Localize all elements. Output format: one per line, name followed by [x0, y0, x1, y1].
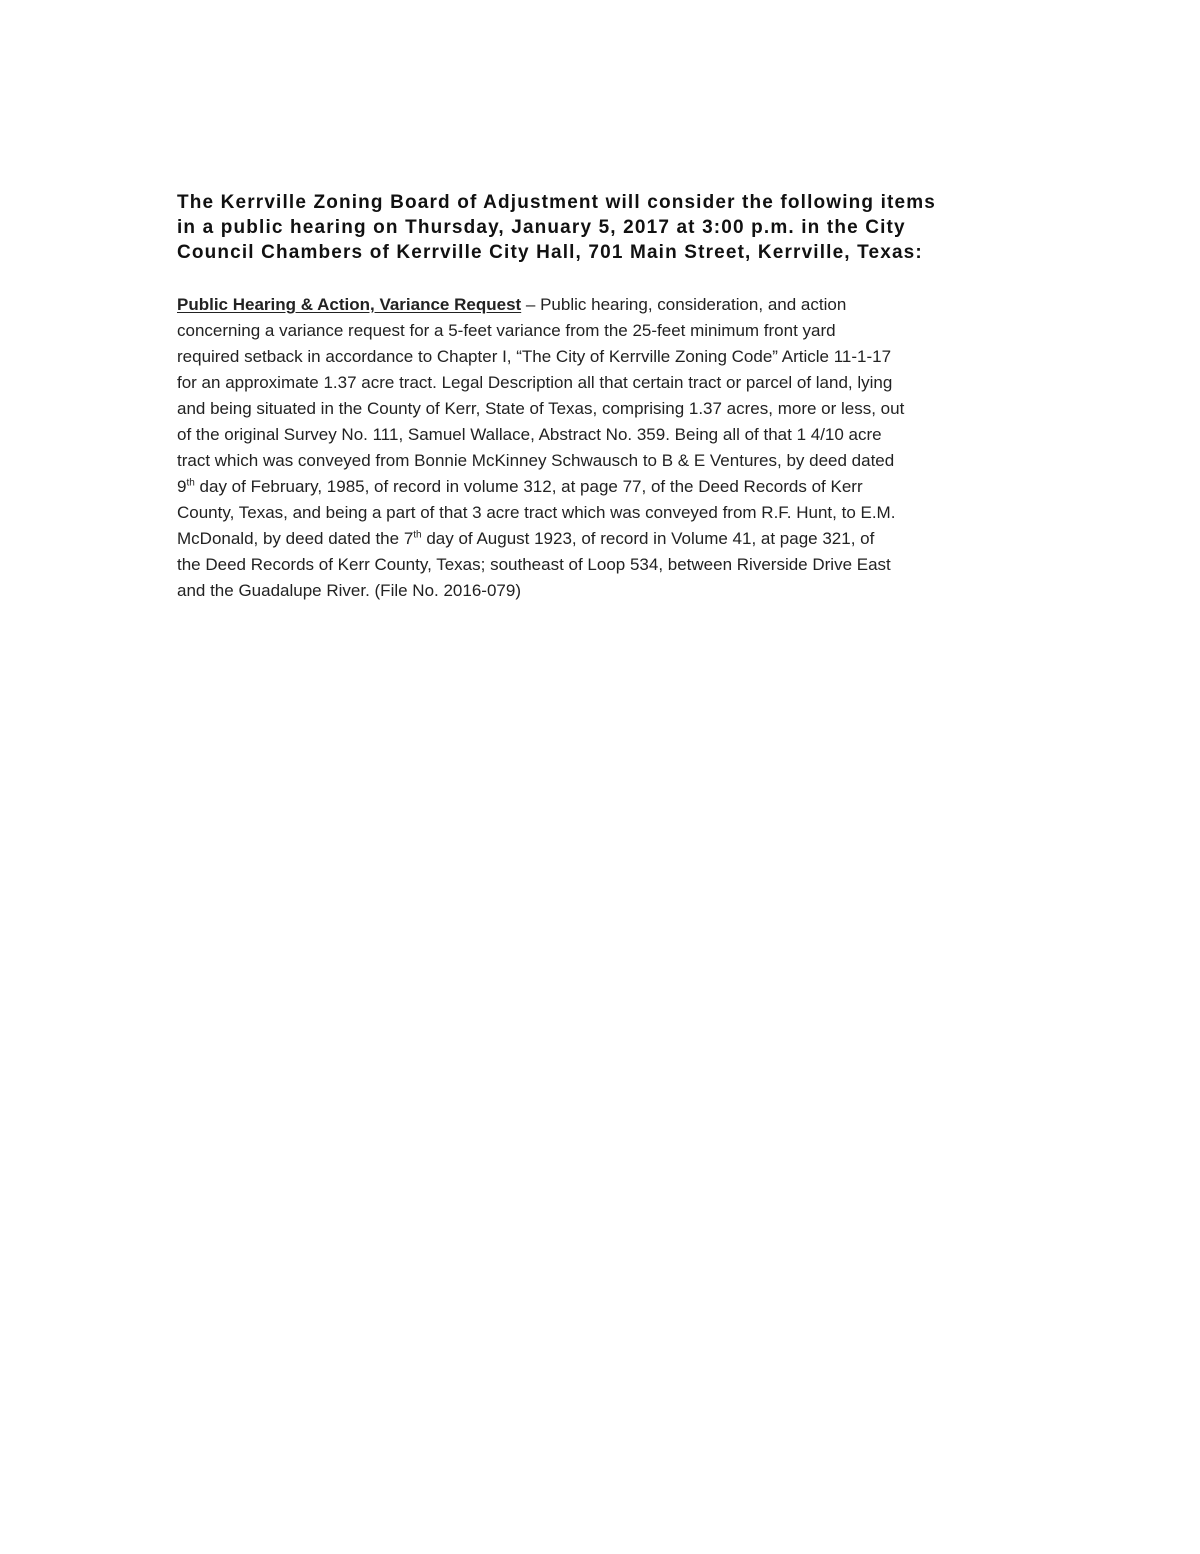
paragraph-line: required setback in accordance to Chapter I, “The City of Kerrville Zoning Code” Article 11-1-17 — [177, 347, 892, 366]
heading-line: The Kerrville Zoning Board of Adjustment will consider the following items — [177, 192, 936, 213]
paragraph-text: day of February, 1985, of record in volume 312, at page 77, of the Deed Records of Kerr — [194, 477, 863, 496]
paragraph-line: for an approximate 1.37 acre tract. Legal Description all that certain tract or parcel of land, lying — [177, 373, 893, 392]
paragraph-text: McDonald, by deed dated the 7 — [177, 529, 414, 548]
paragraph-line: and being situated in the County of Kerr, State of Texas, comprising 1.37 acres, more or less, out — [177, 399, 905, 418]
paragraph-line: County, Texas, and being a part of that 3 acre tract which was conveyed from R.F. Hunt, to E.M. — [177, 503, 896, 522]
paragraph-line: the Deed Records of Kerr County, Texas; southeast of Loop 534, between Riverside Drive East — [177, 555, 891, 574]
paragraph-line: and the Guadalupe River. (File No. 2016-079) — [177, 581, 521, 600]
notice-heading — [177, 190, 1027, 265]
item-paragraph — [177, 292, 1037, 604]
item-title: Public Hearing & Action, Variance Request — [177, 295, 522, 314]
heading-line: in a public hearing on Thursday, January 5, 2017 at 3:00 p.m. in the City — [177, 217, 906, 238]
paragraph-line: tract which was conveyed from Bonnie McKinney Schwausch to B & E Ventures, by deed dated — [177, 451, 895, 470]
heading-line: Council Chambers of Kerrville City Hall, 701 Main Street, Kerrville, Texas: — [177, 242, 923, 263]
ordinal-suffix: th — [413, 529, 422, 541]
paragraph-line — [177, 292, 1037, 318]
paragraph-text: day of August 1923, of record in Volume 41, at page 321, of — [421, 529, 875, 548]
ordinal-suffix: th — [186, 477, 195, 489]
paragraph-line: of the original Survey No. 111, Samuel Wallace, Abstract No. 359. Being all of that 1 4/10 acre — [177, 425, 882, 444]
paragraph-line — [177, 474, 1037, 500]
paragraph-text: 9 — [177, 477, 187, 496]
paragraph-text: – Public hearing, consideration, and action — [521, 295, 847, 314]
paragraph-line — [177, 526, 1037, 552]
paragraph-line: concerning a variance request for a 5-feet variance from the 25-feet minimum front yard — [177, 321, 836, 340]
